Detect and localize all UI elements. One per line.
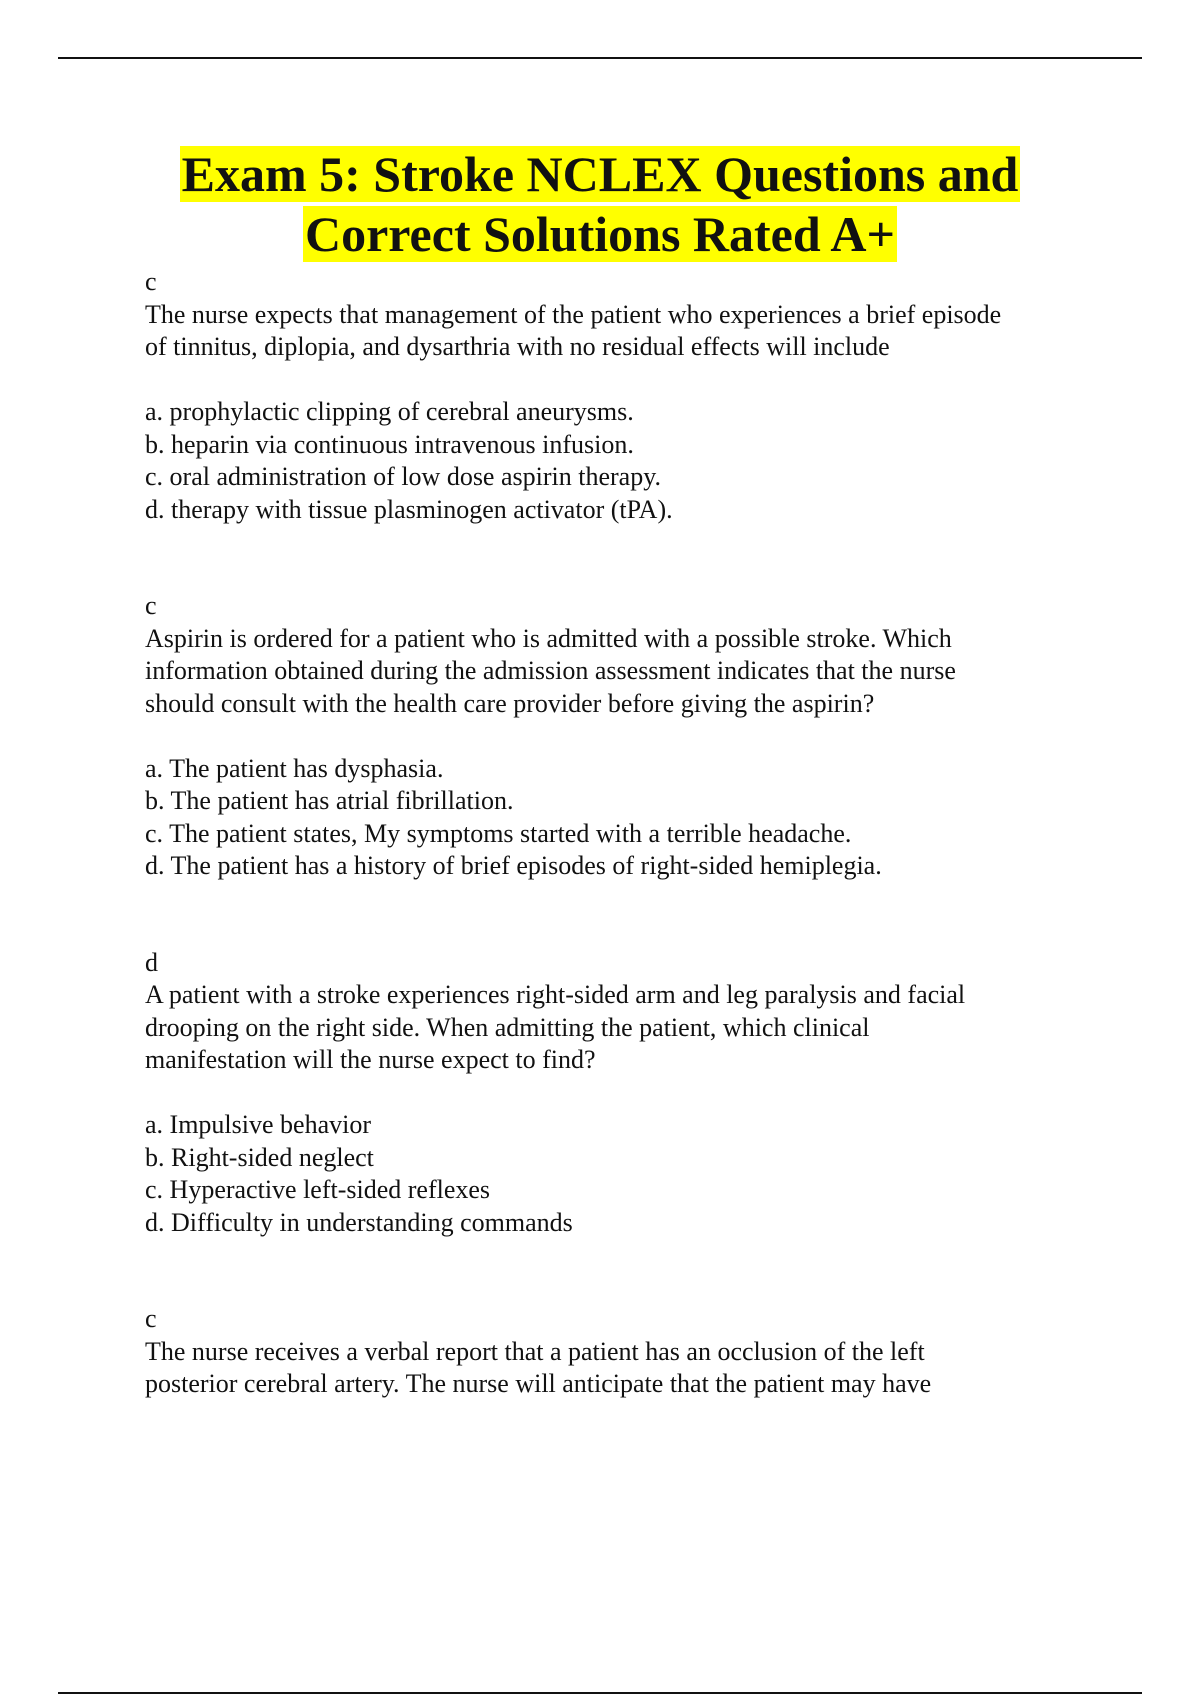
question-stem-line: Aspirin is ordered for a patient who is admitted with a possible stroke. Which — [145, 623, 952, 653]
options-list — [145, 1109, 1105, 1239]
option-b: b. heparin via continuous intravenous infusion. — [145, 429, 634, 459]
option-c: c. oral administration of low dose aspirin therapy. — [145, 462, 662, 491]
question-stem-line: should consult with the health care provider before giving the aspirin? — [145, 688, 875, 718]
question-stem-line: of tinnitus, diplopia, and dysarthria with no residual effects will include — [145, 332, 890, 361]
question-1 — [145, 266, 1105, 526]
answer-key: d — [145, 947, 158, 977]
option-c: c. Hyperactive left-sided reflexes — [145, 1175, 491, 1204]
option-a: a. The patient has dysphasia. — [145, 753, 444, 783]
question-stem-line: posterior cerebral artery. The nurse will anticipate that the patient may have — [145, 1369, 932, 1398]
question-stem-line: manifestation will the nurse expect to find? — [145, 1045, 596, 1074]
question-stem-line: drooping on the right side. When admitting the patient, which clinical — [145, 1012, 870, 1042]
question-stem-line: information obtained during the admission assessment indicates that the nurse — [145, 656, 956, 685]
question-4 — [145, 1303, 1105, 1401]
top-rule — [58, 57, 1142, 59]
question-3 — [145, 947, 1105, 1240]
bottom-rule — [58, 1692, 1142, 1694]
option-d: d. therapy with tissue plasminogen activator (tPA). — [145, 494, 673, 524]
option-a: a. Impulsive behavior — [145, 1110, 371, 1139]
answer-key: c — [145, 591, 157, 620]
question-stem-line: The nurse expects that management of the patient who experiences a brief episode — [145, 299, 1002, 329]
title-line-2: Correct Solutions Rated A+ — [304, 206, 896, 262]
option-b: b. Right-sided neglect — [145, 1142, 374, 1172]
title-line-1: Exam 5: Stroke NCLEX Questions and — [181, 146, 1019, 202]
option-d: d. Difficulty in understanding commands — [145, 1207, 573, 1237]
option-a: a. prophylactic clipping of cerebral aneurysms. — [145, 397, 634, 426]
answer-key: c — [145, 1304, 157, 1333]
option-c: c. The patient states, My symptoms started with a terrible headache. — [145, 818, 852, 848]
option-d: d. The patient has a history of brief episodes of right-sided hemiplegia. — [145, 851, 882, 880]
options-list — [145, 753, 1105, 883]
document-title — [0, 144, 1200, 264]
answer-key: c — [145, 267, 157, 296]
option-b: b. The patient has atrial fibrillation. — [145, 786, 514, 815]
question-stem-line: The nurse receives a verbal report that a patient has an occlusion of the left — [145, 1336, 925, 1366]
questions-list — [145, 266, 1105, 1465]
question-2 — [145, 590, 1105, 883]
options-list — [145, 396, 1105, 526]
question-stem-line: A patient with a stroke experiences right-sided arm and leg paralysis and facial — [145, 980, 966, 1009]
